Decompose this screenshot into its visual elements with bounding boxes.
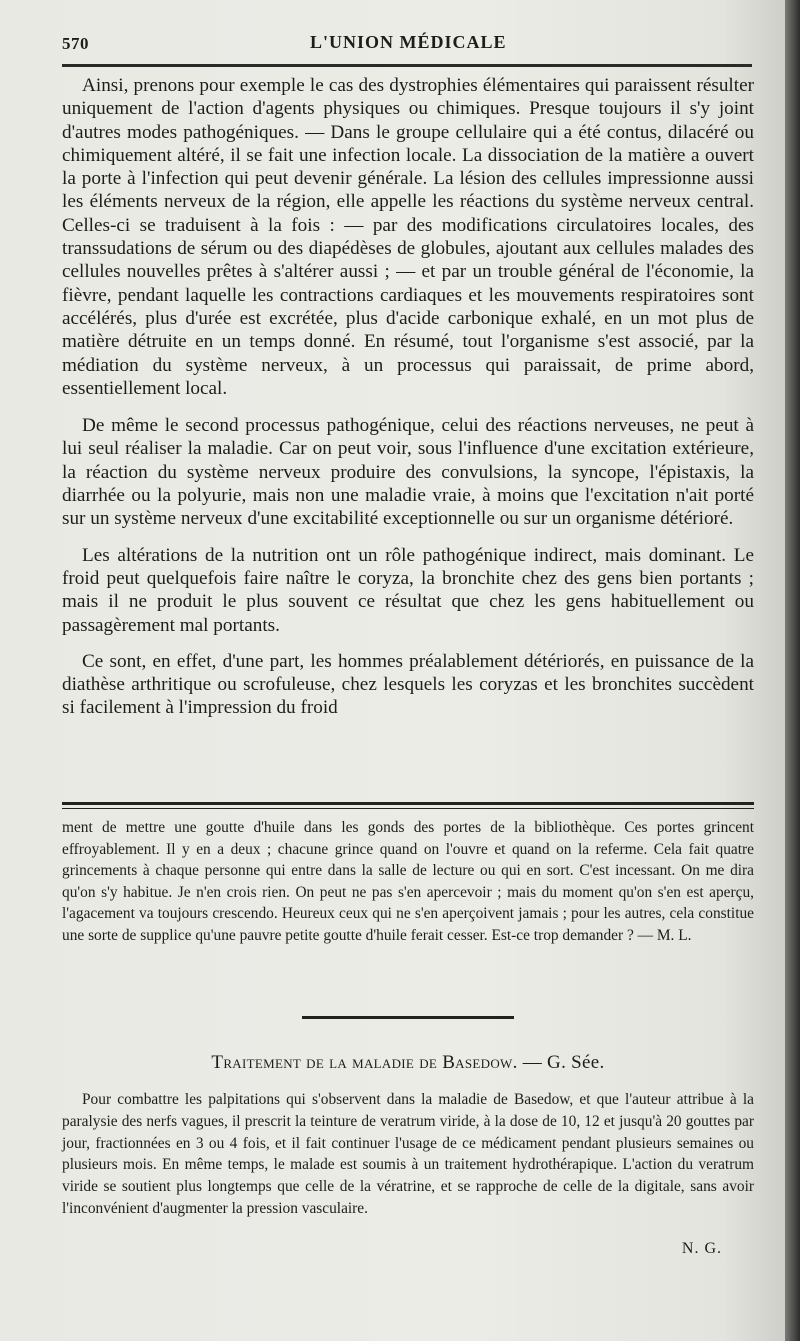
continued-note <box>62 817 754 946</box>
book-spine-shadow <box>785 0 800 1341</box>
body-paragraph-3: Les altérations de la nutrition ont un rôle pathogénique indirect, mais dominant. Le froid peut quelquefois faire naître le coryza, la bronchite chez des gens bien portants ; mais il ne produit le plus souvent ce résultat que chez les gens habituellement ou passagèrement mal portants. <box>62 544 754 636</box>
running-title: L'UNION MÉDICALE <box>310 32 507 52</box>
body-paragraph-2: De même le second processus pathogénique, celui des réactions nerveuses, ne peut à lui seul réaliser la maladie. Car on peut voir, sous l'influence d'une excitation extérieure, la réaction du système nerveux produire des convulsions, la syncope, l'épistaxis, la diarrhée ou la polyurie, mais non une maladie vraie, à moins que l'excitation n'ait porté sur un système nerveux d'une excitabilité exceptionnelle ou sur un organisme détérioré. <box>62 415 754 530</box>
body-paragraph-4: Ce sont, en effet, d'une part, les hommes préalablement détériorés, en puissance de la diathèse arthritique ou scrofuleuse, chez lesquels les coryzas et les bronchites succèdent si facilement à l'impression du froid <box>62 650 754 719</box>
note-paragraph: ment de mettre une goutte d'huile dans les gonds des portes de la bibliothèque. Ces portes grincent effroyablement. Il y en a deux ; chacune grince quand on l'ouvre et quand on la referme. Cela fait quatre grincements à chaque personne qui entre dans la salle de lecture ou qui en sort. C'est incessant. On me dira qu'on s'y habitue. Je n'en crois rien. On peut ne pas s'en apercevoir ; mais du moment qu'on s'en est aperçu, l'agacement va toujours crescendo. Heureux ceux qui ne s'en aperçoivent jamais ; pour les autres, cela constitue une sorte de supplice qu'une pauvre petite goutte d'huile ferait cesser. Est-ce trop demander ? — M. L. <box>62 819 754 944</box>
header-rule <box>62 64 752 67</box>
abstract-paragraph: Pour combattre les palpitations qui s'observent dans la maladie de Basedow, et que l'auteur attribue à la paralysie des nerfs vagues, il prescrit la teinture de veratrum viride, à la dose de 10, 12 et jusqu'à 20 gouttes par jour, fractionnées en 3 ou 4 fois, et il fait continuer l'usage de ce médicament pendant plusieurs semaines ou plusieurs mois. En même temps, le malade est soumis à un traitement hydrothérapique. L'action du veratrum viride se soutient plus longtemps que celle de la vératrine, et se rapproche de celle de la digitale, sans avoir l'inconvénient d'augmenter la pression vasculaire. <box>62 1091 754 1217</box>
section-divider-short-rule <box>302 1016 514 1019</box>
section-divider-double-rule <box>62 802 754 809</box>
abstract-signature: N. G. <box>681 1240 722 1257</box>
main-body-text <box>62 74 754 733</box>
section-title: Traitement de la maladie de Basedow. <box>211 1052 518 1073</box>
section-author: — G. Sée. <box>522 1052 605 1073</box>
page-header <box>62 28 752 58</box>
section-heading <box>62 1052 754 1074</box>
abstract-text <box>62 1089 754 1220</box>
body-paragraph-1: Ainsi, prenons pour exemple le cas des dystrophies élémentaires qui paraissent résulter uniquement de l'action d'agents physiques ou chimiques. Presque toujours il s'y joint d'autres modes pathogéniques. — Dans le groupe cellulaire qui a été contus, dilacéré ou chimiquement altéré, il se fait une infection locale. La dissociation de la matière a ouvert la porte à l'infection qui peut devenir générale. La lésion des cellules impressionne aussi les éléments nerveux de la région, elle appelle les réactions du système nerveux central. Celles-ci se traduisent à la fois : — par des modifications circulatoires locales, des transsudations de sérum ou des diapédèses de globules, ajoutant aux cellules malades des cellules nouvelles prêtes à s'altérer aussi ; — et par un trouble général de l'économie, la fièvre, pendant laquelle les contractions cardiaques et les mouvements respiratoires sont accélérés, plus d'urée est excrétée, plus d'acide carbonique exhalé, en un mot plus de matière détruite en un temps donné. En résumé, tout l'organisme s'est associé, par la médiation du système nerveux, à un processus qui paraissait, de prime abord, essentiellement local. <box>62 75 754 399</box>
page-number: 570 <box>62 34 89 53</box>
